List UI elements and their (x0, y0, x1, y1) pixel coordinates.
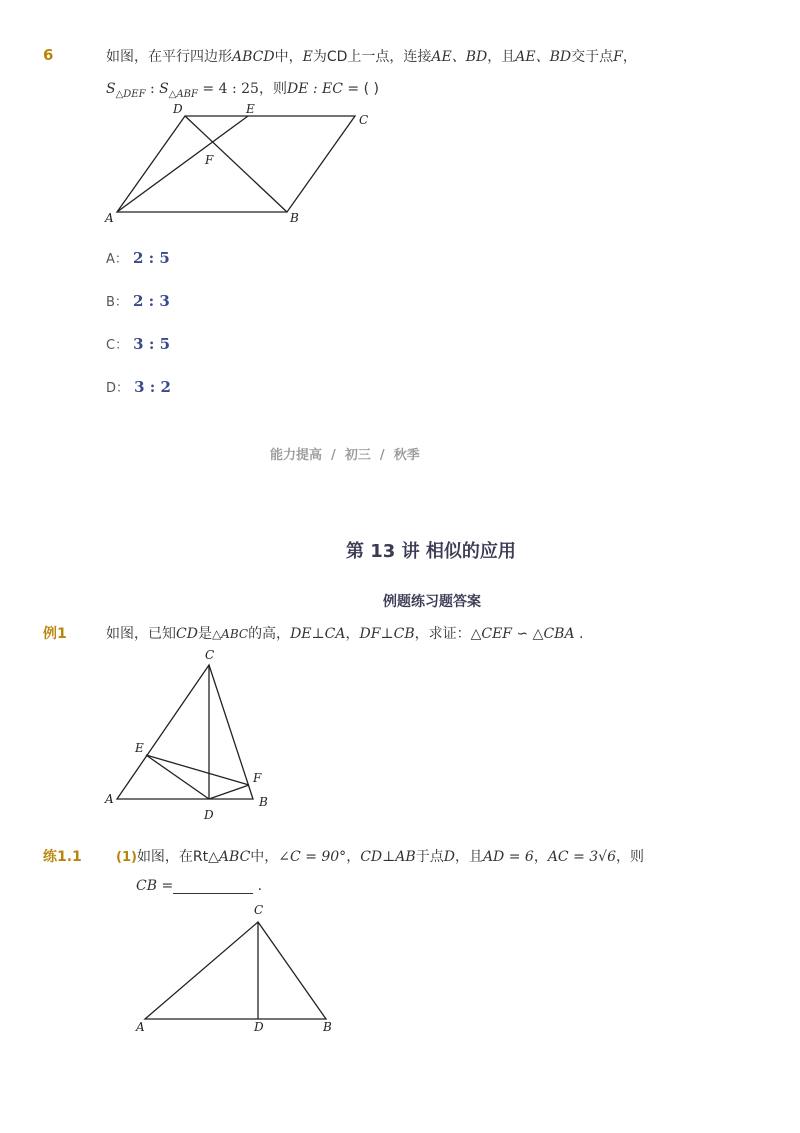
option-c[interactable] (106, 334, 170, 353)
stem-math: : (145, 81, 160, 97)
stem-text: ， (345, 626, 360, 642)
stem-text: 为CD上一点，连接 (312, 49, 432, 65)
stem-math: ∠C = 90° (278, 849, 347, 865)
part-number: (1) (116, 850, 137, 865)
triangle-altitude-figure (100, 645, 280, 825)
option-label: A： (106, 252, 128, 267)
option-a[interactable] (106, 248, 170, 267)
stem-text: . (253, 878, 263, 894)
triangle-abc (117, 665, 253, 799)
page-footer: 能力提高 / 初三 / 秋季 (270, 448, 420, 463)
stem-text: 的高， (248, 626, 291, 642)
answer-blank[interactable] (173, 879, 253, 894)
stem-math: CD (176, 626, 198, 642)
point-label-a: A (136, 1020, 145, 1034)
stem-math-sub: △ABF (168, 88, 198, 100)
stem-math: E (302, 49, 313, 65)
stem-math: CD⊥AB (360, 849, 416, 865)
stem-text: ，且 (487, 49, 516, 65)
option-value: 3 : 5 (133, 335, 171, 353)
option-d[interactable] (106, 377, 171, 396)
example-label: 例1 (43, 626, 67, 642)
stem-text: ，且 (454, 849, 483, 865)
question-stem-line1 (106, 46, 637, 66)
stem-text: 如图，在平行四边形 (106, 49, 232, 65)
segment-df (209, 785, 249, 799)
stem-math: AE、BD (515, 49, 572, 65)
stem-text: . (574, 626, 584, 642)
stem-text: = ( ) (342, 81, 379, 97)
stem-math: △ABC (211, 627, 249, 641)
stem-math: S (159, 81, 169, 97)
stem-text: ，求证： (414, 626, 471, 642)
point-label-c: C (254, 903, 264, 917)
example-stem (106, 623, 583, 643)
option-value: 3 : 2 (134, 378, 171, 396)
stem-math: CB = (136, 878, 174, 894)
stem-text: ，则 (258, 81, 287, 97)
segment-ae (117, 116, 248, 212)
stem-text: 中， (274, 49, 303, 65)
stem-math: AE、BD (431, 49, 488, 65)
point-label-a: A (105, 792, 114, 806)
stem-math: △CBA (532, 626, 575, 642)
stem-math: ABC (218, 849, 251, 865)
question-number: 6 (43, 46, 54, 64)
stem-text: ， (622, 49, 637, 65)
stem-math: DE⊥CA (290, 626, 346, 642)
stem-math: ∽ (512, 626, 533, 642)
practice-label: 练1.1 (43, 849, 82, 865)
stem-text: 于点 (415, 849, 444, 865)
stem-math: F (613, 49, 623, 65)
stem-math: DE : EC (286, 81, 343, 97)
stem-text: 如图，在Rt△ (136, 849, 219, 865)
triangle-abc (145, 922, 326, 1019)
parallelogram-figure (100, 100, 390, 230)
stem-math: S (106, 81, 116, 97)
stem-math: △CEF (470, 626, 513, 642)
option-b[interactable] (106, 291, 170, 310)
stem-math: AC = 3√6 (547, 849, 617, 865)
stem-text: ， (533, 849, 548, 865)
stem-math: DF⊥CB (359, 626, 415, 642)
option-value: 2 : 5 (133, 249, 170, 267)
point-label-d: D (204, 808, 214, 822)
stem-text: 如图，已知 (106, 626, 176, 642)
segment-de (146, 755, 209, 799)
option-label: D： (106, 381, 130, 396)
question-stem-line2 (106, 78, 379, 100)
point-label-b: B (290, 211, 299, 225)
option-value: 2 : 3 (133, 292, 170, 310)
segment-bd (185, 116, 287, 212)
practice-stem-line2 (136, 878, 262, 894)
point-label-f: F (253, 771, 262, 785)
point-label-d: D (254, 1020, 264, 1034)
point-label-c: C (359, 113, 369, 127)
stem-text: ， (346, 849, 361, 865)
stem-math: D (443, 849, 455, 865)
option-label: C： (106, 338, 129, 353)
stem-math: AD = 6 (482, 849, 534, 865)
stem-math-sub: △DEF (115, 88, 146, 100)
right-triangle-figure (130, 900, 350, 1040)
point-label-f: F (205, 153, 214, 167)
point-label-e: E (246, 102, 255, 116)
lecture-title: 第 13 讲 相似的应用 (346, 541, 516, 562)
stem-math: = 4 : 25 (197, 81, 259, 97)
point-label-c: C (205, 648, 215, 662)
stem-text: 中， (250, 849, 279, 865)
option-label: B： (106, 295, 128, 310)
segment-ef (146, 755, 249, 785)
point-label-d: D (173, 102, 183, 116)
practice-stem-line1 (116, 846, 644, 866)
stem-text: 是 (197, 626, 212, 642)
point-label-a: A (105, 211, 114, 225)
point-label-b: B (323, 1020, 332, 1034)
point-label-e: E (135, 741, 144, 755)
stem-math: ABCD (232, 49, 275, 65)
stem-text: ，则 (616, 849, 645, 865)
point-label-b: B (259, 795, 268, 809)
stem-text: 交于点 (571, 49, 614, 65)
section-subtitle: 例题练习题答案 (383, 594, 481, 610)
